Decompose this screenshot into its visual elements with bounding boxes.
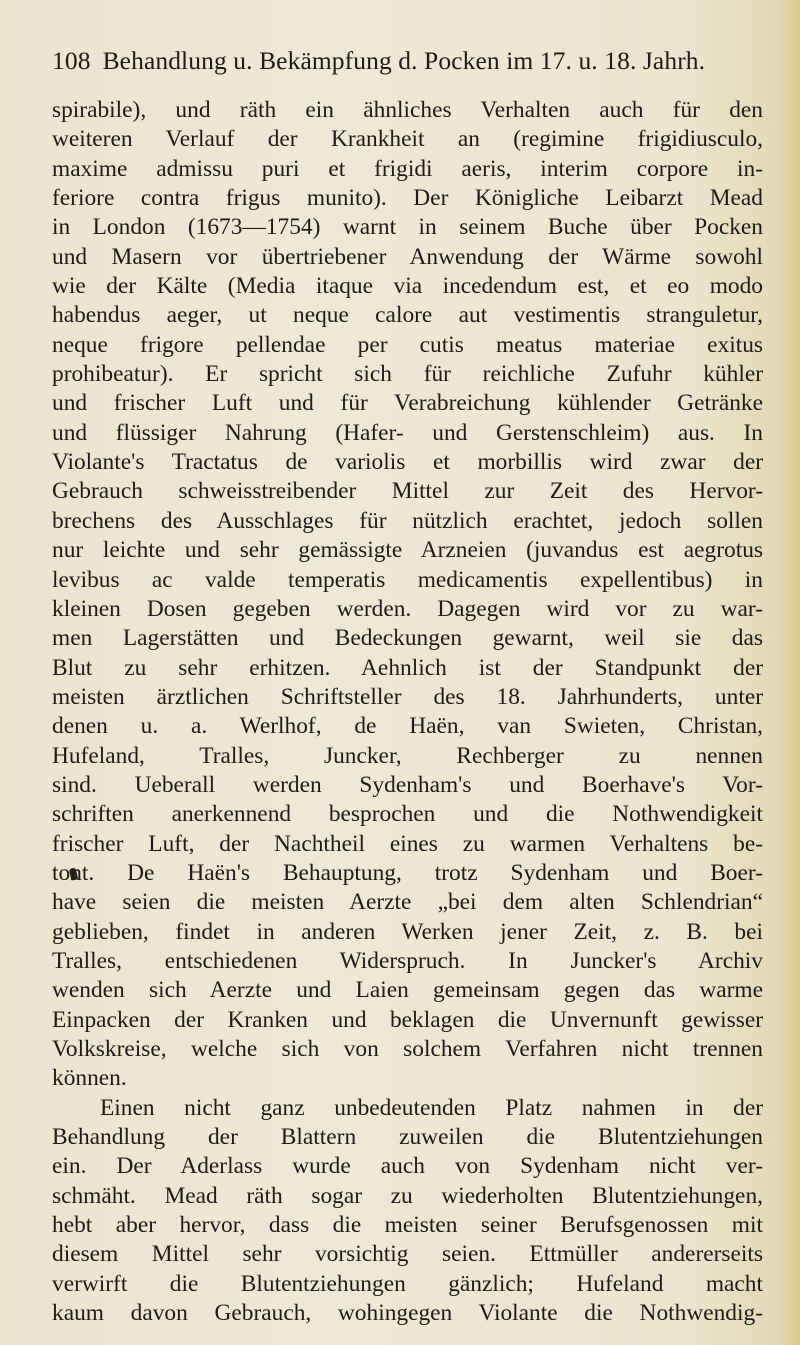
- text-line: Volkskreise, welche sich von solchem Verfahren nicht trennen: [52, 1036, 763, 1062]
- text-line: men Lagerstätten und Bedeckungen gewarnt, weil sie das: [52, 625, 763, 652]
- text-line: Behandlung der Blattern zuweilen die Blutentziehungen: [52, 1124, 763, 1151]
- text-line: brechens des Ausschlages für nützlich erachtet, jedoch sollen: [52, 507, 763, 534]
- text-line: meisten ärztlichen Schriftsteller des 18. Jahrhunderts, unter: [52, 683, 763, 710]
- page-number: 108: [52, 46, 91, 75]
- text-line: frischer Luft, der Nachtheil eines zu warmen Verhaltens be-: [52, 830, 763, 857]
- text-line: habendus aeger, ut neque calore aut vestimentis stranguletur,: [52, 302, 763, 329]
- text-line: Blut zu sehr erhitzen. Aehnlich ist der Standpunkt der: [52, 654, 763, 681]
- text-line: kleinen Dosen gegeben werden. Dagegen wird vor zu war-: [52, 595, 763, 622]
- text-line: Tralles, entschiedenen Widerspruch. In Juncker's Archiv: [52, 947, 763, 974]
- text-line: wie der Kälte (Media itaque via incedendum est, et eo modo: [52, 273, 763, 300]
- body-text: [52, 96, 763, 1328]
- text-line: Violante's Tractatus de variolis et morbillis wird zwar der: [52, 449, 763, 476]
- text-line: tont. De Haën's Behauptung, trotz Sydenham und Boer-: [52, 859, 763, 886]
- text-line: weiteren Verlauf der Krankheit an (regimine frigidiusculo,: [52, 126, 763, 153]
- text-line: wenden sich Aerzte und Laien gemeinsam gegen das warme: [52, 977, 763, 1004]
- text-line: neque frigore pellendae per cutis meatus materiae exitus: [52, 331, 763, 358]
- text-line: nur leichte und sehr gemässigte Arzneien (juvandus est aegrotus: [52, 537, 763, 564]
- text-line: sind. Ueberall werden Sydenham's und Boerhave's Vor-: [52, 771, 763, 798]
- text-line: geblieben, findet in anderen Werken jener Zeit, z. B. bei: [52, 918, 763, 945]
- text-line: und flüssiger Nahrung (Hafer- und Gerstenschleim) aus. In: [52, 419, 763, 446]
- text-line: diesem Mittel sehr vorsichtig seien. Ettmüller andererseits: [52, 1241, 763, 1268]
- text-line: Hufeland, Tralles, Juncker, Rechberger zu nennen: [52, 742, 763, 769]
- text-line: levibus ac valde temperatis medicamentis expellentibus) in: [52, 566, 763, 593]
- text-line: spirabile), und räth ein ähnliches Verhalten auch für den: [52, 97, 763, 123]
- text-line: schriften anerkennend besprochen und die Nothwendigkeit: [52, 801, 763, 828]
- text-line: feriore contra frigus munito). Der Königliche Leibarzt Mead: [52, 185, 763, 212]
- text-line: und Masern vor übertriebener Anwendung der Wärme sowohl: [52, 243, 763, 270]
- text-line: Gebrauch schweisstreibender Mittel zur Zeit des Hervor-: [52, 478, 763, 505]
- text-line: Einen nicht ganz unbedeutenden Platz nahmen in der: [100, 1094, 763, 1121]
- text-line: denen u. a. Werlhof, de Haën, van Swieten, Christan,: [52, 713, 763, 740]
- running-head: [52, 46, 720, 76]
- text-line: können.: [52, 1065, 127, 1092]
- text-line: und frischer Luft und für Verabreichung kühlender Getränke: [52, 390, 763, 417]
- text-line: maxime admissu puri et frigidi aeris, interim corpore in-: [52, 155, 763, 182]
- text-line: in London (1673—1754) warnt in seinem Buche über Pocken: [52, 214, 763, 241]
- text-line: kaum davon Gebrauch, wohingegen Violante die Nothwendig-: [52, 1300, 763, 1327]
- text-line: ein. Der Aderlass wurde auch von Sydenham nicht ver-: [52, 1153, 763, 1180]
- text-line: schmäht. Mead räth sogar zu wiederholten Blutentziehungen,: [52, 1182, 763, 1209]
- text-line: Einpacken der Kranken und beklagen die Unvernunft gewisser: [52, 1006, 763, 1033]
- text-line: have seien die meisten Aerzte „bei dem alten Schlendrian“: [52, 889, 763, 916]
- running-title: Behandlung u. Bekämpfung d. Pocken im 17. u. 18. Jahrh.: [102, 46, 706, 75]
- text-line: verwirft die Blutentziehungen gänzlich; Hufeland macht: [52, 1270, 763, 1297]
- text-line: hebt aber hervor, dass die meisten seiner Berufsgenossen mit: [52, 1212, 763, 1239]
- text-line: prohibeatur). Er spricht sich für reichliche Zufuhr kühler: [52, 361, 763, 388]
